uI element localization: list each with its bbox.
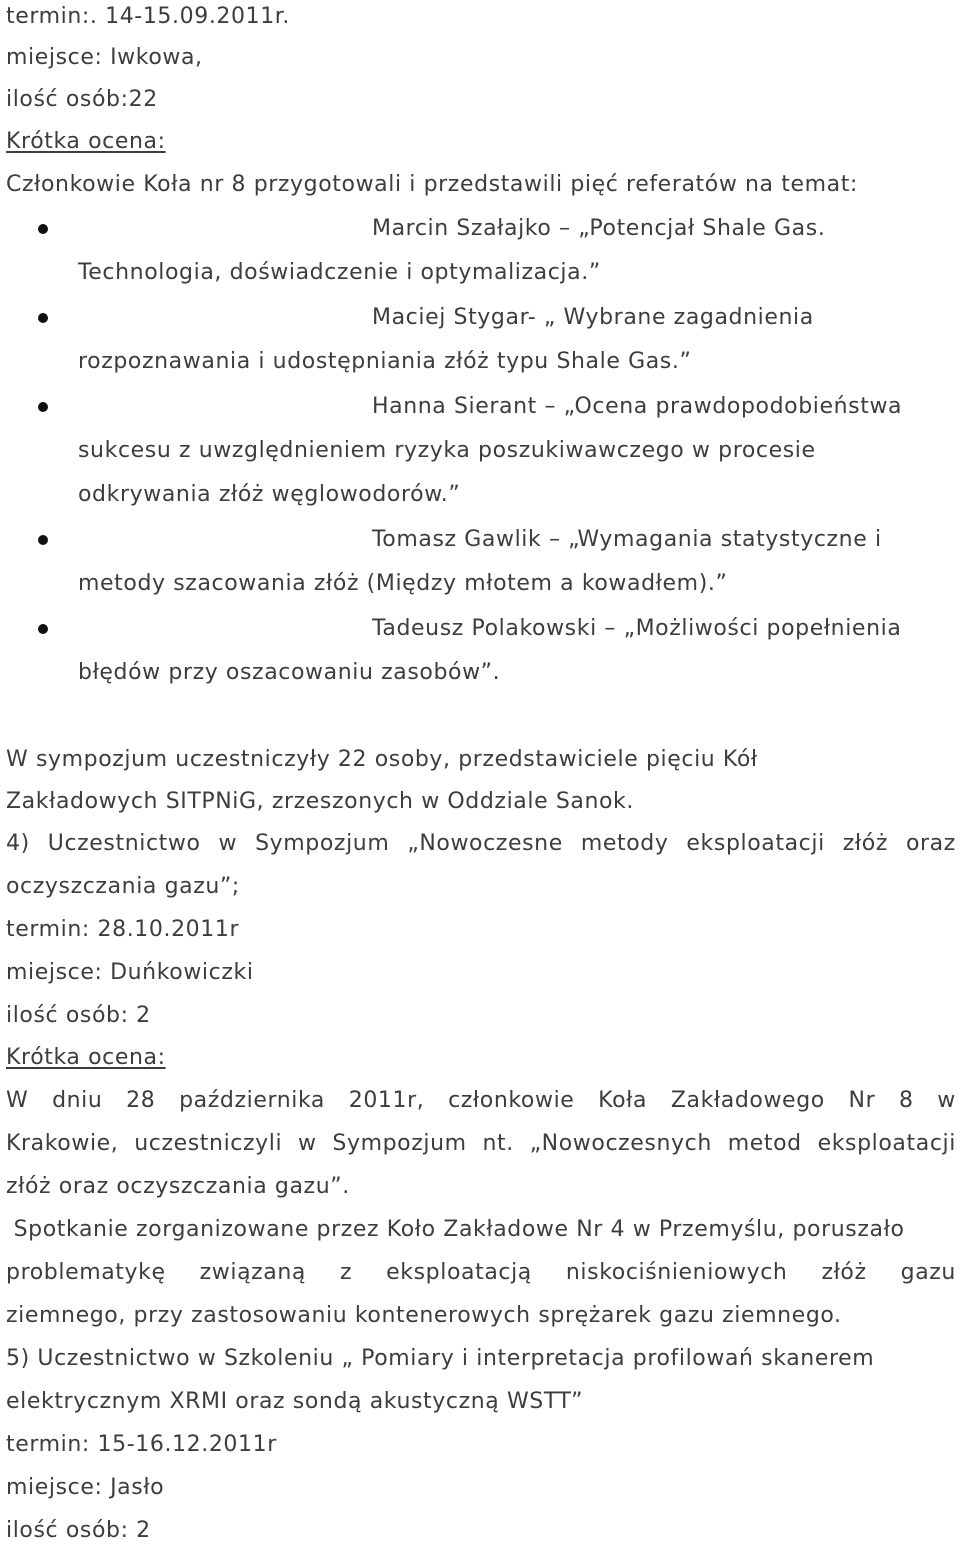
krotka-ocena-heading-2: Krótka ocena: [6, 1045, 166, 1070]
ilosc-osob-line-3: ilość osób: 2 [6, 1518, 151, 1543]
spotkanie-paragraph-line-1: Spotkanie zorganizowane przez Koło Zakładowe Nr 4 w Przemyślu, poruszało [6, 1217, 905, 1242]
dniu-paragraph-line-1: W dniu 28 października 2011r, członkowie Koła Zakładowego Nr 8 w [6, 1088, 956, 1113]
bullet-1-continuation: Technologia, doświadczenie i optymalizacja.” [78, 260, 601, 285]
ilosc-osob-line-2: ilość osób: 2 [6, 1003, 151, 1028]
spotkanie-paragraph-line-3: ziemnego, przy zastosowaniu kontenerowych sprężarek gazu ziemnego. [6, 1303, 842, 1328]
bullet-2-first-line: Maciej Stygar- „ Wybrane zagadnienia [372, 305, 814, 330]
bullet-3-first-line: Hanna Sierant – „Ocena prawdopodobieństwa [372, 394, 903, 419]
item-4-heading-line-1: 4) Uczestnictwo w Sympozjum „Nowoczesne metody eksploatacji złóż oraz [6, 831, 956, 856]
bullet-3-icon [38, 402, 48, 412]
bullet-3-continuation-1: sukcesu z uwzględnieniem ryzyka poszukiwawczego w procesie [78, 438, 816, 463]
bullet-5-icon [38, 624, 48, 634]
termin-line-1: termin:. 14-15.09.2011r. [6, 4, 291, 29]
bullet-2-continuation: rozpoznawania i udostępniania złóż typu Shale Gas.” [78, 349, 692, 374]
sympozjum-paragraph-line-1: W sympozjum uczestniczyły 22 osoby, przedstawiciele pięciu Kół [6, 747, 758, 772]
bullet-2-icon [38, 313, 48, 323]
ilosc-osob-line-1: ilość osób:22 [6, 87, 158, 112]
spotkanie-paragraph-line-2: problematykę związaną z eksploatacją niskociśnieniowych złóż gazu [6, 1260, 956, 1285]
miejsce-line-3: miejsce: Jasło [6, 1475, 165, 1500]
bullet-4-continuation: metody szacowania złóż (Między młotem a kowadłem).” [78, 571, 728, 596]
intro-paragraph: Członkowie Koła nr 8 przygotowali i przedstawili pięć referatów na temat: [6, 172, 858, 197]
sympozjum-paragraph-line-2: Zakładowych SITPNiG, zrzeszonych w Oddziale Sanok. [6, 789, 634, 814]
bullet-3-continuation-2: odkrywania złóż węglowodorów.” [78, 482, 461, 507]
bullet-5-first-line: Tadeusz Polakowski – „Możliwości popełnienia [372, 616, 902, 641]
termin-line-2: termin: 28.10.2011r [6, 917, 240, 942]
dniu-paragraph-line-3: złóż oraz oczyszczania gazu”. [6, 1174, 350, 1199]
miejsce-line-2: miejsce: Duńkowiczki [6, 960, 254, 985]
bullet-4-first-line: Tomasz Gawlik – „Wymagania statystyczne i [372, 527, 882, 552]
item-5-heading-line-2: elektrycznym XRMI oraz sondą akustyczną WSTT” [6, 1389, 584, 1414]
bullet-5-continuation: błędów przy oszacowaniu zasobów”. [78, 660, 501, 685]
bullet-4-icon [38, 535, 48, 545]
item-4-heading-line-2: oczyszczania gazu”; [6, 874, 240, 899]
termin-line-3: termin: 15-16.12.2011r [6, 1432, 277, 1457]
bullet-1-first-line: Marcin Szałajko – „Potencjał Shale Gas. [372, 216, 826, 241]
bullet-1-icon [38, 224, 48, 234]
item-5-heading-line-1: 5) Uczestnictwo w Szkoleniu „ Pomiary i interpretacja profilowań skanerem [6, 1346, 875, 1371]
miejsce-line-1: miejsce: Iwkowa, [6, 45, 203, 70]
krotka-ocena-heading-1: Krótka ocena: [6, 129, 166, 154]
dniu-paragraph-line-2: Krakowie, uczestniczyli w Sympozjum nt. „Nowoczesnych metod eksploatacji [6, 1131, 956, 1156]
